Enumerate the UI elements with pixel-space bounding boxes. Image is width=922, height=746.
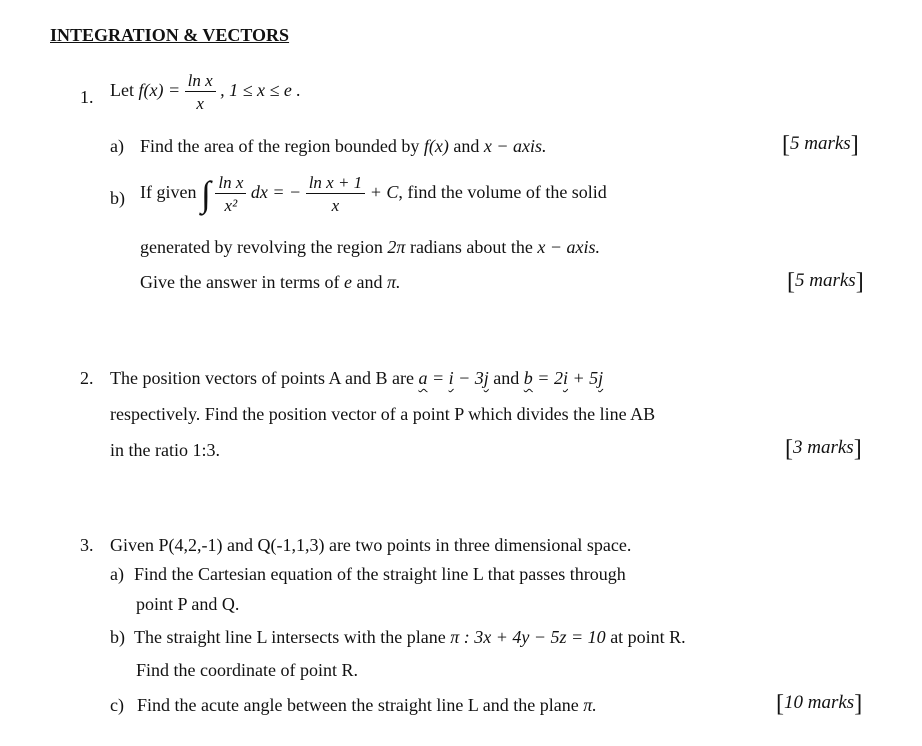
q1b-line2-a: generated by revolving the region xyxy=(140,237,383,257)
q1-let: Let xyxy=(110,80,134,101)
q1a-marks: [5 marks] xyxy=(782,132,859,158)
q1b-rhs-fraction xyxy=(306,174,366,214)
q1a-axis: x − axis. xyxy=(483,136,547,156)
q1b-line3-and: and xyxy=(356,272,383,292)
page-title: INTEGRATION & VECTORS xyxy=(50,25,290,45)
q1b-ifgiven: If given xyxy=(140,182,197,203)
q2-marks: [3 marks] xyxy=(785,436,862,462)
q1a-and: and xyxy=(453,136,480,156)
q2-and: and xyxy=(493,368,520,388)
q2-vec-i1: i xyxy=(448,368,454,388)
q1-frac-den: x xyxy=(196,94,204,113)
q1-domain: , 1 ≤ x ≤ e . xyxy=(220,80,301,101)
q1b-2pi: 2π xyxy=(387,237,406,257)
q3a-text2: point P and Q. xyxy=(136,594,240,614)
q3a-label: a) xyxy=(110,564,124,584)
q1a-body: Find the area of the region bounded by xyxy=(140,136,420,156)
q1b-line2 xyxy=(140,238,600,256)
q1b-rhs-den: x xyxy=(331,196,340,215)
q1a-label: a) xyxy=(110,136,124,156)
q1-fx: f(x) = xyxy=(138,80,181,101)
q3c-text xyxy=(137,696,597,714)
q1b-constant: + C xyxy=(369,182,399,203)
q3b-text xyxy=(134,628,686,646)
q2-line1 xyxy=(110,369,603,387)
q1a-text xyxy=(140,137,547,155)
q2-vec-j2: j xyxy=(598,368,604,388)
q1b-rhs-num: ln x + 1 xyxy=(306,174,366,194)
q2-number: 2. xyxy=(80,368,94,388)
q2-eq1: = xyxy=(431,368,445,388)
q3b-plane-equation: π : 3x + 4y − 5z = 10 xyxy=(450,627,606,647)
q3-line1: Given P(4,2,-1) and Q(-1,1,3) are two points in three dimensional space. xyxy=(110,535,632,555)
q1b-pi: π. xyxy=(386,272,401,292)
q3c-label: c) xyxy=(110,695,124,715)
q1b-line3 xyxy=(140,273,400,291)
q2-vec-a: a xyxy=(418,368,428,388)
q3a-text: Find the Cartesian equation of the straight line L that passes through xyxy=(134,564,626,584)
q2-line3: in the ratio 1:3. xyxy=(110,440,220,460)
q1b-int-den: x² xyxy=(224,196,238,215)
q2-line1-text: The position vectors of points A and B are xyxy=(110,368,414,388)
q1b-dx: dx = − xyxy=(250,182,302,203)
q1b-line3-a: Give the answer in terms of xyxy=(140,272,340,292)
q1a-fx: f(x) xyxy=(423,136,449,156)
q3-marks: [10 marks] xyxy=(776,691,863,717)
q1-number: 1. xyxy=(80,87,94,107)
q1b-e: e xyxy=(343,272,352,292)
q1b-find: , find the volume of the solid xyxy=(398,182,607,203)
q1b-int-num: ln x xyxy=(215,174,246,194)
q3b-body: The straight line L intersects with the plane xyxy=(134,627,446,647)
q1-fraction xyxy=(185,72,216,112)
q3b-label: b) xyxy=(110,627,125,647)
q2-plus: + 5 xyxy=(572,368,599,388)
q1b-statement xyxy=(140,174,607,214)
q1b-line2-b: radians about the xyxy=(409,237,533,257)
q2-line2: respectively. Find the position vector of a point P which divides the line AB xyxy=(110,404,656,424)
q3-number: 3. xyxy=(80,535,94,555)
q3b-text2: Find the coordinate of point R. xyxy=(136,660,358,680)
q2-vec-b: b xyxy=(523,368,533,388)
q2-vec-j1: j xyxy=(483,368,489,388)
q1-frac-num: ln x xyxy=(185,72,216,92)
integral-sign-icon: ∫ xyxy=(200,174,211,214)
q1-statement xyxy=(110,72,301,112)
q2-vec-i2: i xyxy=(562,368,568,388)
q3c-body: Find the acute angle between the straight line L and the plane xyxy=(137,695,579,715)
q3b-end: at point R. xyxy=(610,627,686,647)
q1b-marks: [5 marks] xyxy=(787,269,864,295)
q1b-label: b) xyxy=(110,188,125,208)
q1b-axis: x − axis. xyxy=(537,237,601,257)
q2-eq2: = 2 xyxy=(537,368,563,388)
q3c-pi: π. xyxy=(583,695,597,715)
q2-minus: − 3 xyxy=(458,368,484,388)
q1b-int-fraction xyxy=(215,174,246,214)
